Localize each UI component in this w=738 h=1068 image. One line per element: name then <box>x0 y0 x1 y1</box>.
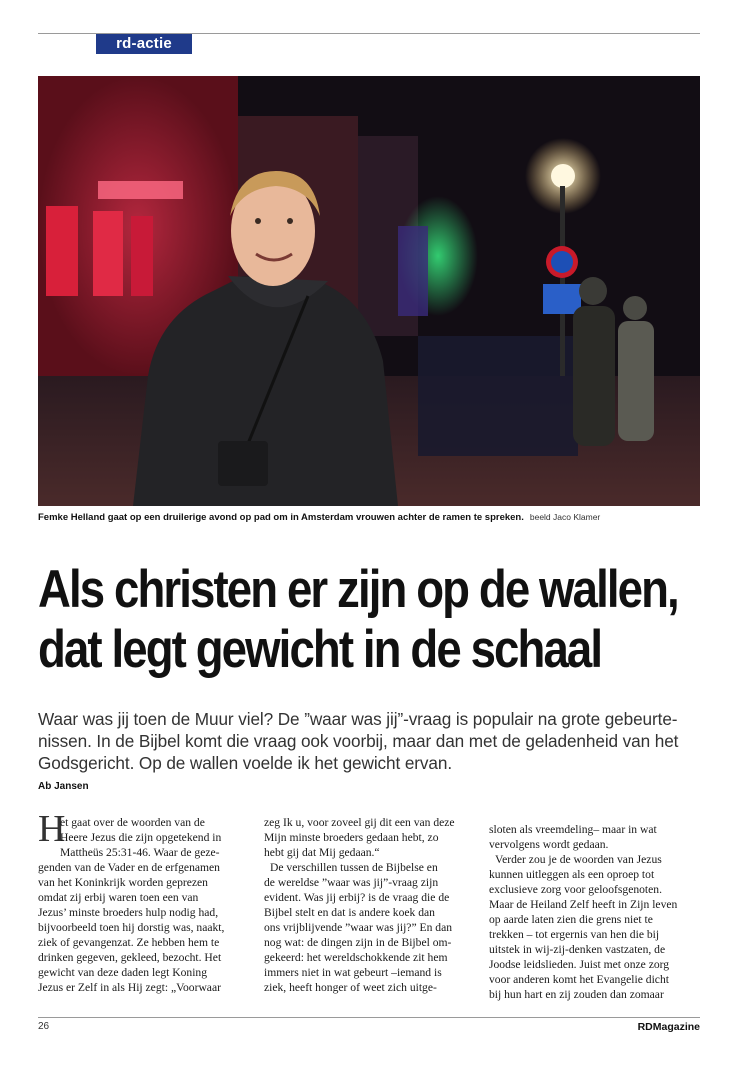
body-line: Bijbel stelt en dat is andere koek dan <box>264 906 435 919</box>
bottom-rule <box>38 1017 700 1018</box>
body-line: op aarde laten zien die grens niet te <box>489 913 653 926</box>
body-line: gewicht van deze daden legt Koning <box>38 966 208 979</box>
body-column-3 <box>489 822 701 1002</box>
body-line: Maar de Heiland Zelf heeft in Zijn leven <box>489 898 678 911</box>
intro-paragraph <box>38 708 708 774</box>
caption-text: Femke Helland gaat op een druilerige avond op pad om in Amsterdam vrouwen achter de ramen te spreken. <box>38 512 524 523</box>
body-line: nog wat: de dingen zijn in de Bijbel om- <box>264 936 452 949</box>
body-column-1 <box>38 808 250 995</box>
body-line: hebt gij dat Mij gedaan.“ <box>264 846 380 859</box>
body-line: Joodse leidslieden. Juist met onze zorg <box>489 958 670 971</box>
body-line: et gaat over de woorden van de <box>60 816 205 829</box>
body-line: bij hun hart en zij zouden dan zomaar <box>489 988 664 1001</box>
body-line: Jezus er Zelf in als Hij zegt: „Voorwaar <box>38 981 221 994</box>
body-line: exclusieve zorg voor geloofsgenoten. <box>489 883 662 896</box>
body-line: Mijn minste broeders gedaan hebt, zo <box>264 831 439 844</box>
body-line: evident. Was jij erbij? is de vraag die de <box>264 891 450 904</box>
article-photo <box>38 76 700 506</box>
photo-credit: beeld Jaco Klamer <box>529 512 601 522</box>
body-line: Jezus’ minste broeders hulp nodig had, <box>38 906 219 919</box>
body-column-2 <box>264 815 476 995</box>
body-line: voor anderen komt het Evangelie dicht <box>489 973 669 986</box>
body-line: de wereldse ”waar was jij”-vraag zijn <box>264 876 439 889</box>
body-line: ons vrijblijvende ”waar was jij?” En dan <box>264 921 453 934</box>
body-line: ziek of gevangenzat. Ze hebben hem te <box>38 936 220 949</box>
body-line: uitstek in wij-zij-denken vastzaten, de <box>489 943 666 956</box>
headline-line: Als christen er zijn op de wallen, <box>38 560 678 619</box>
body-line: ziek, heeft honger of weet zich uitge- <box>264 981 437 994</box>
headline <box>38 560 678 680</box>
headline-line: dat legt gewicht in de schaal <box>38 620 602 679</box>
body-line: drinken gegeven, gekleed, bezocht. Het <box>38 951 222 964</box>
intro-line: Godsgericht. Op de wallen voelde ik het gewicht ervan. <box>38 753 453 773</box>
body-line: gekeerd: het wereldschokkende zit hem <box>264 951 448 964</box>
body-line: van het Koninkrijk worden geprezen <box>38 876 208 889</box>
body-line: Heere Jezus die zijn opgetekend in <box>60 831 222 844</box>
body-line: De verschillen tussen de Bijbelse en <box>270 861 438 874</box>
magazine-name: RDMagazine <box>637 1021 700 1033</box>
body-line: Mattheüs 25:31-46. Waar de geze- <box>60 846 220 859</box>
body-line: bijvoorbeeld toen hij dorstig was, naakt, <box>38 921 225 934</box>
body-line: trekken – tot ergernis van hen die bij <box>489 928 660 941</box>
page-number: 26 <box>38 1021 50 1032</box>
intro-line: nissen. In de Bijbel komt die vraag ook voorbij, maar dan met de geladenheid van het <box>38 731 679 751</box>
body-line: genden van de Vader en de erfgenamen <box>38 861 220 874</box>
body-line: Verder zou je de woorden van Jezus <box>495 853 662 866</box>
body-line: kunnen uitleggen als een oproep tot <box>489 868 655 881</box>
body-line: zeg Ik u, voor zoveel gij dit een van deze <box>264 816 455 829</box>
author-byline: Ab Jansen <box>38 781 89 792</box>
section-tag: rd-actie <box>96 34 192 54</box>
body-line: vervolgens wordt gedaan. <box>489 838 609 851</box>
body-line: sloten als vreemdeling– maar in wat <box>489 823 657 836</box>
body-line: immers niet in wat gebeurt –iemand is <box>264 966 442 979</box>
photo-caption <box>38 512 700 523</box>
body-line: omdat zij erbij waren toen een van <box>38 891 199 904</box>
drop-cap: H <box>38 808 66 850</box>
intro-line: Waar was jij toen de Muur viel? De ”waar was jij”-vraag is populair na grote gebeurte- <box>38 709 678 729</box>
